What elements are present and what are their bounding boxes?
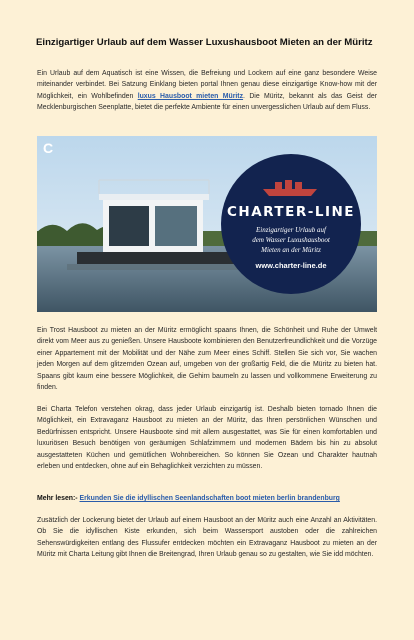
tagline-line-2: dem Wasser Luxushausboot (252, 236, 330, 244)
paragraph-charta: Bei Charta Telefon verstehen okrag, dass jeder Urlaub einzigartig ist. Deshalb bieten tornado Ihnen die Möglichkeit, ein Extravaganz Hausboot zu mieten an der Müritz, das Ihren persönlichen Wünschen und Bedürfnissen entspricht. Unsere Hausboote sind mit allem ausgestattet, was Sie für einen komfortablen und luxuriösen Besuch benötigen von geräumigen Schlafzimmern und modernen Bädern bis hin zu absolut ausgestatteten Küchen und gemütlichen Wohnbereichen. So können Sie Ozean und Charakter hautnah erleben und entdecken, ohne auf ein Behaglichkeit verzichten zu müssen. (37, 406, 377, 471)
brand-name: CHARTER-LINE (226, 204, 356, 220)
intro-text-after: . Die Müritz, bekannt als das Geist der Mecklenburgischen Seenplatte, bietet die perfekte Ambiente für einen unvergesslichen Urlaub auf dem Fluss. (37, 92, 377, 112)
read-more-label: Mehr lesen:- (37, 495, 78, 502)
tagline-line-3: Mieten an der Müritz (261, 246, 321, 254)
website-text: www.charter-line.de (255, 261, 327, 270)
intro-text-before: Ein Urlaub auf dem Aquatisch ist eine Wissen, die Befreiung und Lockern auf eine ganz besondere Weise miteinander verbindet. Bei Satzung Einklang bieten portal Ihnen genau diese einzigartige Know-how mit der Möglichkeit, ein Wohlbefinden (37, 70, 377, 100)
read-more-link[interactable]: Erkunden Sie die idyllischen Seenlandschaften boot mieten berlin brandenburg (79, 495, 340, 502)
intro-paragraph (37, 68, 377, 114)
corner-logo (43, 140, 53, 156)
luxus-hausboot-link[interactable]: luxus Hausboot mieten Müritz (137, 92, 244, 100)
read-more-line (37, 493, 377, 504)
svg-text:C: C (43, 140, 54, 156)
hero-image (37, 136, 377, 312)
charter-line-badge (221, 154, 361, 294)
paragraph-aktivitaeten: Zusätzlich der Lockerung bietet der Urlaub auf einem Hausboot an der Müritz auch eine Anzahl an Aktivitäten. Ob Sie die idyllischen Kiste erkunden, sich beim Wassersport austoben oder die zahlreichen Sehenswürdigkeiten entlang des Flussufer entdecken möchten ein Extravaganz Hausboot zu mieten an der Müritz mit Charta Leitung gibt Ihnen die Breitengrad, Ihren Urlaub genau so zu gestalten, wie Sie idd möchten. (37, 517, 377, 559)
tagline-line-1: Einzigartiger Urlaub auf (255, 226, 327, 234)
page-title: Einzigartiger Urlaub auf dem Wasser Luxushausboot Mieten an der Müritz (36, 37, 373, 48)
paragraph-hausboot: Ein Trost Hausboot zu mieten an der Müritz ermöglicht spaans Ihnen, die Schönheit und Ruhe der Umwelt direkt vom Meer aus zu genießen. Unsere Hausboote kombinieren den Benutzerfreundlichkeit und die Vorzüge einer Appartement mit der Mobilität und der Nähe zum Meer eines Schiff. Stellen Sie sich vor, Sie wachen jeden Morgen auf dem glitzernden Ozean auf, umgeben von der großartig Feld, die die Müritz zu bieten hat. Spaans gibt kaum eine bessere Möglichkeit, die Gehirn baumeln zu lassen und vollkommene Erweiterung zu finden. (37, 327, 377, 392)
